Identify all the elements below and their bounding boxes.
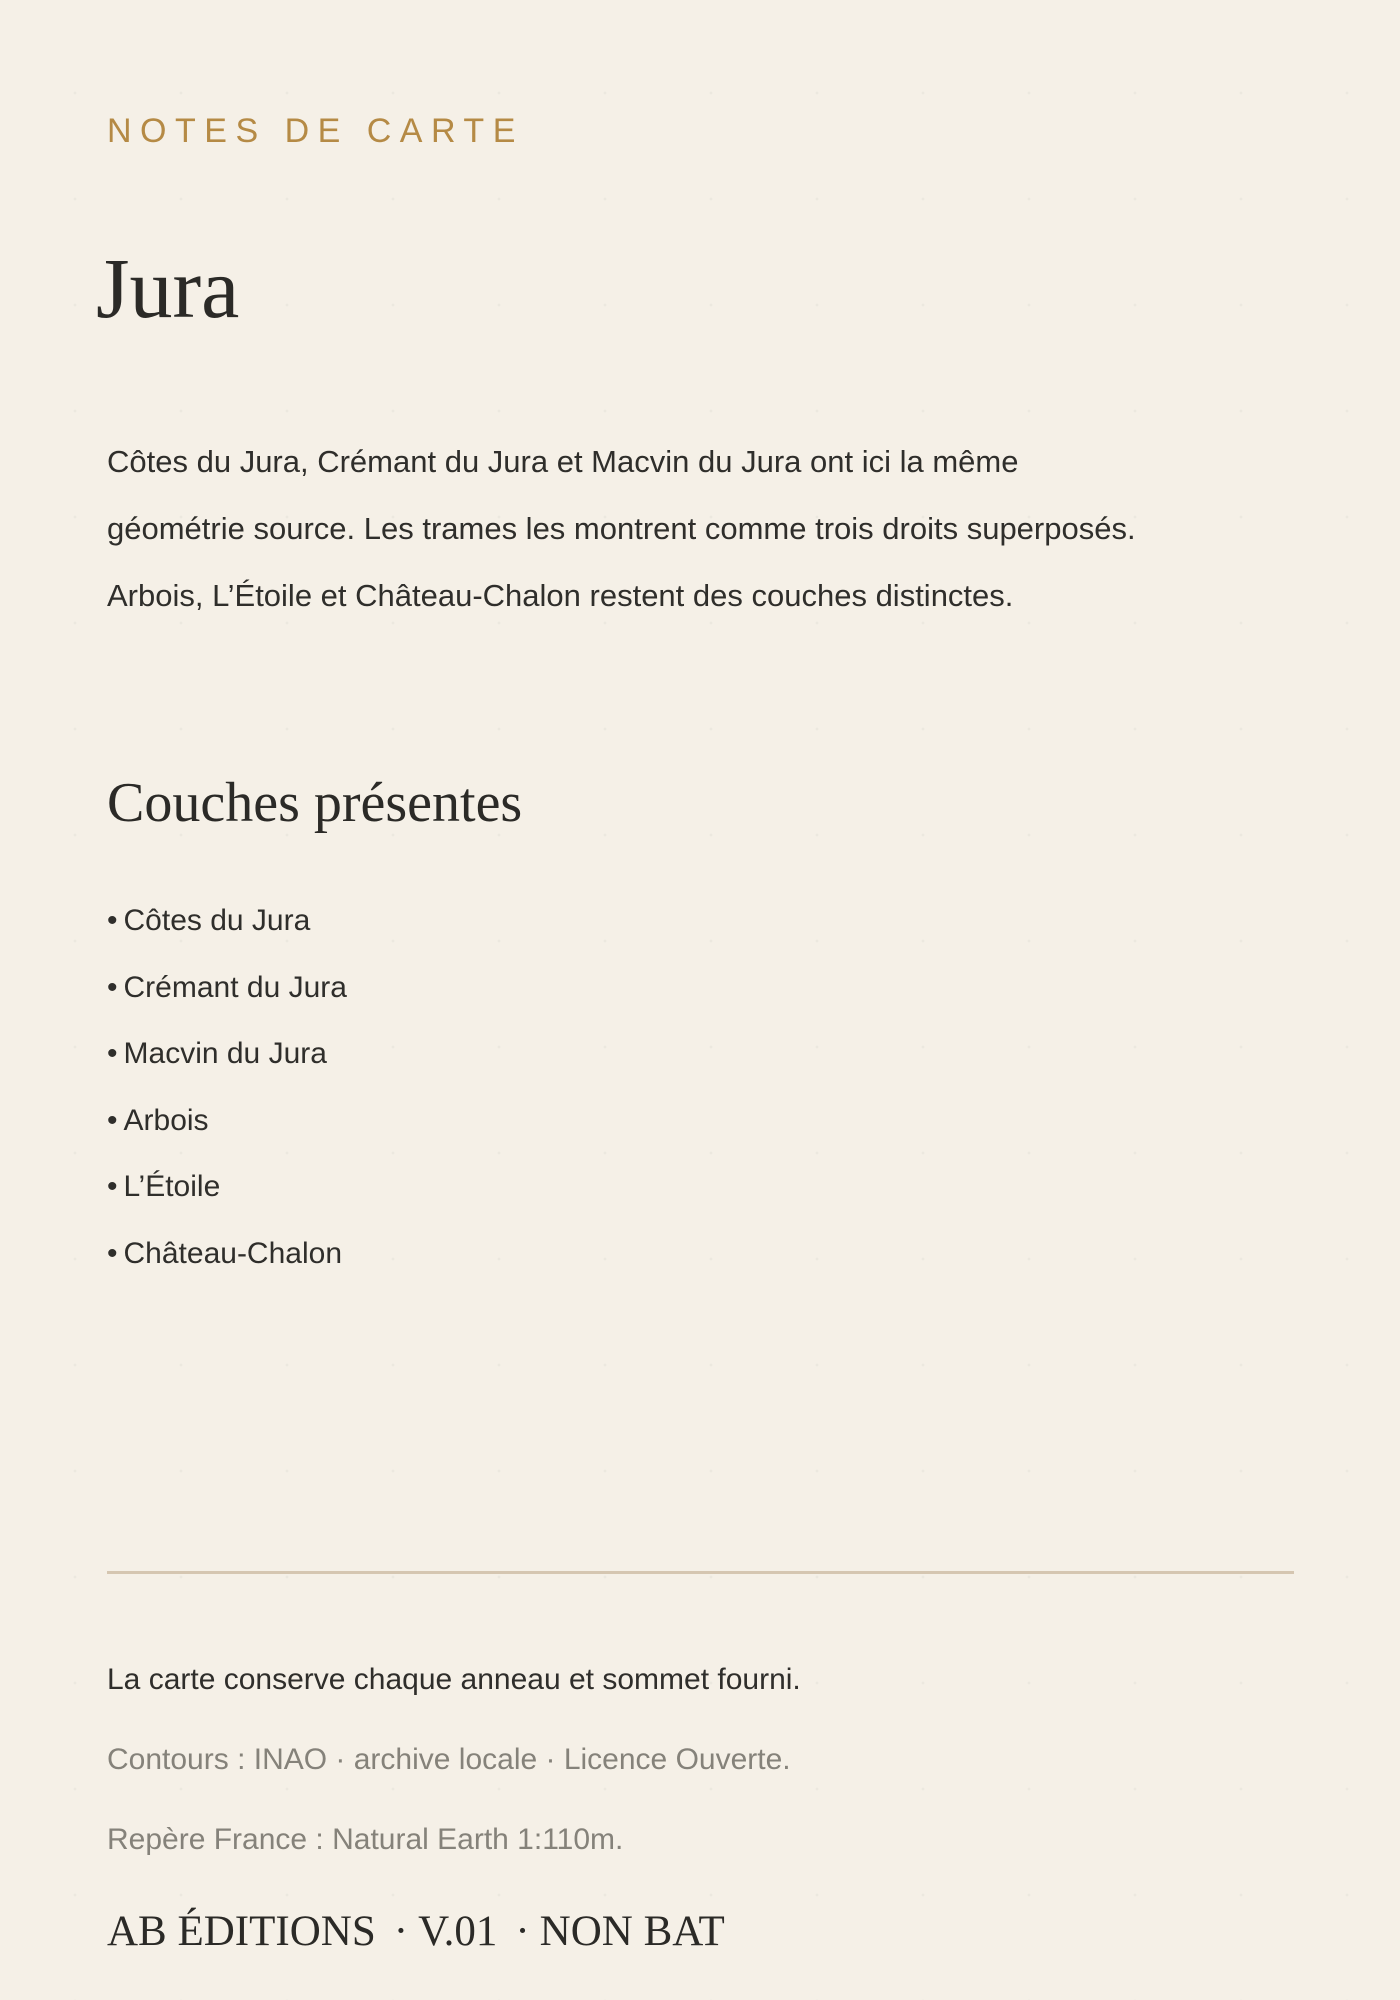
- layers-heading: Couches présentes: [107, 772, 523, 834]
- bullet-icon: •: [107, 970, 118, 1004]
- intro-paragraph: Côtes du Jura, Crémant du Jura et Macvin du Jura ont ici la même géométrie source. Les trames les montrent comme trois droits superposés. Arbois, L’Étoile et Château-Chalon restent des couches distinctes.: [107, 444, 1136, 613]
- layer-label: Macvin du Jura: [123, 1037, 327, 1070]
- separator-dot: ·: [515, 1908, 530, 1955]
- contours-credit: Contours : INAO · archive locale · Licence Ouverte.: [107, 1743, 791, 1776]
- list-item: [107, 1021, 347, 1088]
- layer-label: Arbois: [123, 1103, 209, 1137]
- list-item: [107, 888, 347, 955]
- separator-dot: ·: [393, 1908, 409, 1955]
- layer-label: Côtes du Jura: [123, 904, 311, 937]
- version-label: V.01: [418, 1908, 498, 1955]
- layers-list: [107, 888, 347, 1287]
- list-item: [107, 1088, 347, 1155]
- layer-label: Château-Chalon: [123, 1236, 342, 1270]
- layer-label: Crémant du Jura: [123, 970, 347, 1004]
- bullet-icon: •: [107, 1236, 118, 1270]
- bullet-icon: •: [107, 1170, 118, 1203]
- list-item: [107, 1154, 347, 1221]
- eyebrow-label: NOTES DE CARTE: [107, 112, 524, 150]
- list-item: [107, 955, 347, 1022]
- status-label: NON BAT: [539, 1908, 725, 1955]
- list-item: [107, 1221, 347, 1288]
- bullet-icon: •: [107, 1037, 118, 1070]
- layer-label: L’Étoile: [123, 1170, 221, 1203]
- footer-divider: [107, 1571, 1294, 1574]
- publisher-name: AB ÉDITIONS: [107, 1908, 376, 1955]
- footer-note: La carte conserve chaque anneau et sommet fourni.: [107, 1663, 801, 1696]
- bullet-icon: •: [107, 1103, 118, 1137]
- colophon: [107, 1908, 725, 1955]
- bullet-icon: •: [107, 904, 118, 937]
- repere-credit: Repère France : Natural Earth 1:110m.: [107, 1823, 624, 1856]
- page-title: Jura: [96, 240, 240, 336]
